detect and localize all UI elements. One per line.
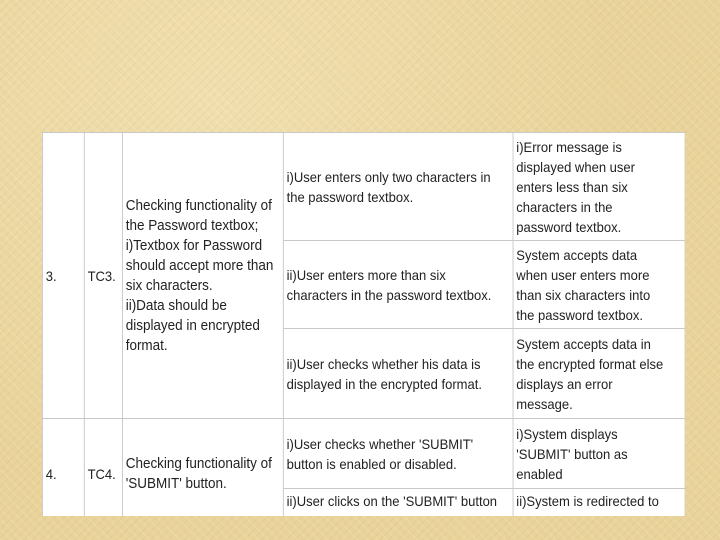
row-number: 3. bbox=[42, 133, 84, 419]
expected-line: than six characters into bbox=[516, 286, 651, 303]
expected-line: password textbox. bbox=[516, 218, 622, 235]
expected-result bbox=[513, 133, 685, 241]
description-line: should accept more than bbox=[125, 257, 274, 274]
expected-line: when user enters more bbox=[516, 266, 650, 283]
expected-line: enters less than six bbox=[516, 178, 628, 195]
description-line: i)Textbox for Password bbox=[125, 237, 263, 254]
expected-line: i)Error message is bbox=[516, 138, 622, 155]
description-line: displayed in encrypted bbox=[125, 317, 260, 334]
expected-result bbox=[513, 489, 685, 517]
action-line: characters in the password textbox. bbox=[286, 286, 492, 303]
description-line: six characters. bbox=[125, 277, 213, 294]
test-case-id: TC4. bbox=[84, 419, 122, 517]
expected-line: displays an error bbox=[516, 375, 613, 392]
test-case-table-panel bbox=[42, 132, 685, 516]
test-case-description bbox=[122, 133, 283, 419]
action-line: the password textbox. bbox=[286, 188, 414, 205]
expected-line: ii)System is redirected to bbox=[516, 493, 659, 509]
expected-result bbox=[513, 241, 685, 329]
action-line: ii)User enters more than six bbox=[286, 266, 446, 283]
expected-line: characters in the bbox=[516, 198, 613, 215]
test-step-action bbox=[283, 133, 513, 241]
expected-line: message. bbox=[516, 395, 573, 412]
expected-result bbox=[513, 329, 685, 419]
test-case-id: TC3. bbox=[84, 133, 122, 419]
test-step-action bbox=[283, 489, 513, 517]
description-line: Checking functionality of bbox=[125, 197, 272, 214]
description-line: ii)Data should be bbox=[125, 297, 227, 314]
action-line: i)User checks whether 'SUBMIT' bbox=[286, 435, 474, 452]
test-step-action bbox=[283, 419, 513, 489]
action-line: button is enabled or disabled. bbox=[286, 455, 457, 472]
action-line: ii)User checks whether his data is bbox=[286, 355, 481, 372]
expected-line: System accepts data bbox=[516, 246, 638, 263]
expected-result bbox=[513, 419, 685, 489]
description-line: the Password textbox; bbox=[125, 217, 259, 234]
test-case-description bbox=[122, 419, 283, 517]
action-line: ii)User clicks on the 'SUBMIT' button bbox=[286, 493, 498, 509]
expected-line: i)System displays bbox=[516, 425, 618, 442]
expected-line: displayed when user bbox=[516, 158, 636, 175]
action-line: i)User enters only two characters in bbox=[286, 168, 491, 185]
description-line: Checking functionality of bbox=[125, 455, 272, 472]
test-case-table bbox=[42, 132, 685, 516]
expected-line: enabled bbox=[516, 465, 563, 482]
description-line: format. bbox=[125, 337, 168, 354]
test-step-action bbox=[283, 329, 513, 419]
expected-line: System accepts data in bbox=[516, 335, 651, 352]
description-line: 'SUBMIT' button. bbox=[125, 475, 227, 492]
row-number: 4. bbox=[42, 419, 84, 517]
table-row bbox=[42, 133, 685, 241]
expected-line: the password textbox. bbox=[516, 306, 643, 323]
action-line: displayed in the encrypted format. bbox=[286, 375, 483, 392]
expected-line: 'SUBMIT' button as bbox=[516, 445, 628, 462]
table-row bbox=[42, 419, 685, 489]
test-step-action bbox=[283, 241, 513, 329]
expected-line: the encrypted format else bbox=[516, 355, 664, 372]
